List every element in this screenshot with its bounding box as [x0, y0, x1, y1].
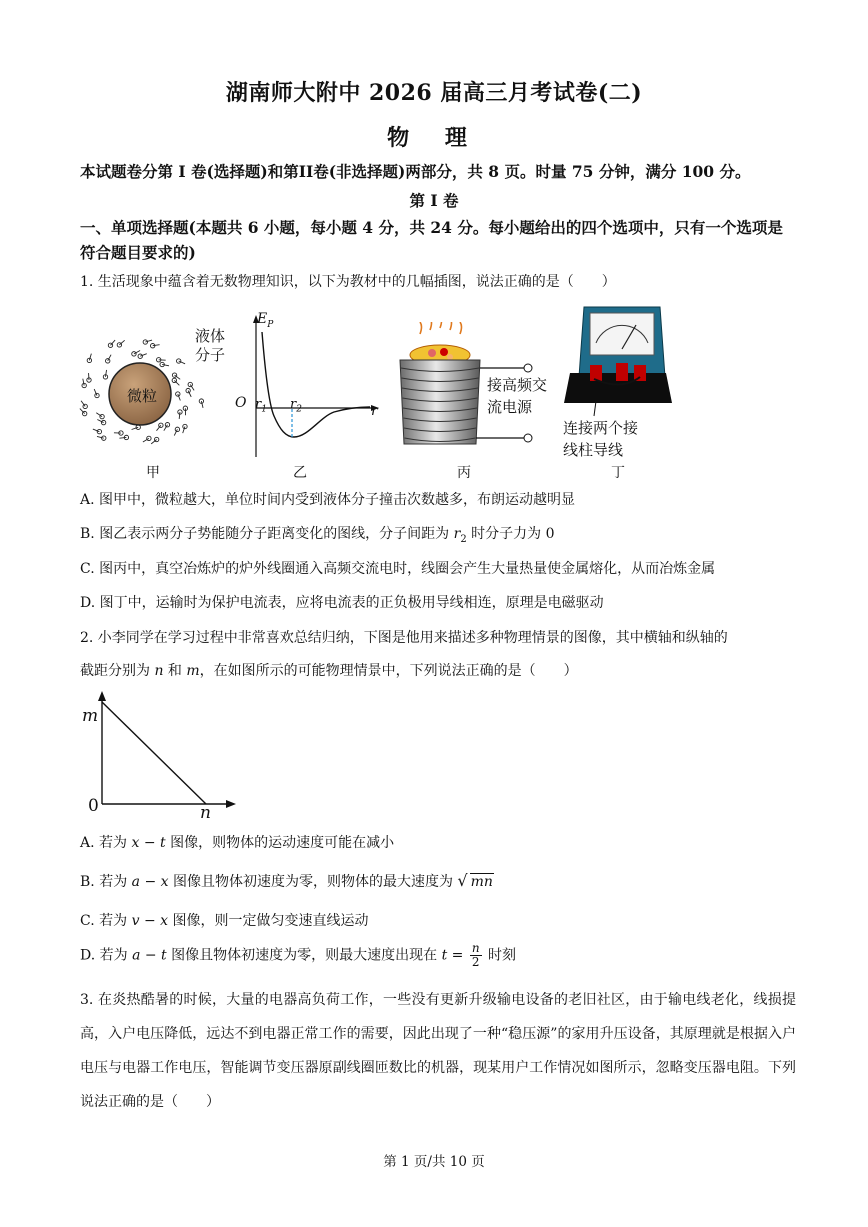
- liquid-molecule: [175, 427, 179, 431]
- fig-yi-caption: 乙: [293, 465, 307, 481]
- subject-title: 物 理: [387, 125, 481, 151]
- ep-axis-label: $E_P$: [257, 311, 274, 330]
- y-intercept-label: m: [82, 706, 99, 726]
- r2-label: $r_2$: [290, 397, 302, 415]
- origin-label: O: [235, 395, 247, 411]
- ammeter-illustration: [562, 303, 672, 418]
- fig-yi: [232, 312, 382, 462]
- r1-label: $r_1$: [255, 397, 267, 415]
- hf-label-1: 接高频交: [487, 376, 548, 394]
- section-heading: 一、单项选择题(本题共 6 小题，每小题 4 分，共 24 分。每小题给出的四个选项中，只有一个选项是符合题目要求的): [80, 218, 783, 262]
- particle-label: 微粒: [127, 387, 158, 405]
- q2-option-a: A. 若为 x − t 图像，则物体的运动速度可能在减小: [80, 835, 395, 851]
- intercept-graph: [78, 688, 248, 823]
- q1-option-b: B. 图乙表示两分子势能随分子距离变化的图线，分子间距为 $r_2$ 时分子力为 0: [80, 526, 555, 545]
- page-footer: 第 1 页/共 10 页: [383, 1154, 485, 1170]
- q2-stem-line1: 2. 小李同学在学习过程中非常喜欢总结归纳，下图是他用来描述多种物理情景的图像，其中横轴和纵轴的: [80, 630, 728, 646]
- q1-option-d: D. 图丁中，运输时为保护电流表，应将电流表的正负极用导线相连，原理是电磁驱动: [80, 595, 604, 611]
- graph-origin-label: 0: [88, 796, 99, 816]
- q1-stem: 1. 生活现象中蕴含着无数物理知识，以下为教材中的几幅插图，说法正确的是（ ）: [80, 274, 616, 290]
- exam-intro: 本试题卷分第 I 卷(选择题)和第II卷(非选择题)两部分，共 8 页。时量 75 分钟，满分 100 分。: [80, 162, 751, 181]
- r-axis-label: r: [371, 403, 378, 419]
- liquid-label-2: 分子: [195, 346, 226, 364]
- x-intercept-label: n: [200, 803, 211, 823]
- intercept-line: [102, 702, 206, 804]
- fig-jia-caption: 甲: [146, 465, 160, 481]
- fig-ding-caption: 丁: [611, 465, 625, 481]
- potential-energy-curve: [232, 312, 382, 462]
- liquid-label-1: 液体: [195, 327, 226, 345]
- liquid-molecule: [95, 393, 99, 397]
- q2-graph: [78, 688, 248, 823]
- y-axis-arrow: [98, 691, 106, 701]
- x-axis-arrow: [226, 800, 236, 808]
- ding-label-2: 线柱导线: [563, 441, 624, 459]
- liquid-molecule: [183, 424, 187, 428]
- q3-text: 3. 在炎热酷暑的时候，大量的电器高负荷工作，一些没有更新升级输电设备的老旧社区，由于输电线老化，线损提高，入户电压降低，远达不到电器正常工作的需要，因此出现了一种“稳压源”的家用升压设备，其原理就是根据入户电压与电器工作电压，智能调节变压器原副线圈匝数比的机器，现某用户工作情况如图所示，忽略变压器电阻。下列说法正确的是（ ）: [80, 992, 796, 1110]
- exam-title: 湖南师大附中 2026 届高三月考试卷(二): [225, 80, 643, 106]
- q2-option-b: B. 若为 a − x 图像且物体初速度为零，则物体的最大速度为 √ mn: [80, 871, 493, 890]
- fig-bing-caption: 丙: [457, 465, 471, 481]
- q2-option-c: C. 若为 v − x 图像，则一定做匀变速直线运动: [80, 913, 369, 929]
- ep-curve: [262, 332, 370, 437]
- volume-heading: 第 I 卷: [409, 191, 459, 210]
- q1-option-c: C. 图丙中，真空冶炼炉的炉外线圈通入高频交流电时，线圈会产生大量热量使金属熔化，从而冶炼金属: [80, 561, 716, 577]
- hf-label-2: 流电源: [487, 398, 533, 416]
- q2-stem-line2: 截距分别为 n 和 m，在如图所示的可能物理情景中，下列说法正确的是（ ）: [80, 663, 578, 679]
- fig-ding: [562, 303, 672, 418]
- q2-option-d: D. 若为 a − t 图像且物体初速度为零，则最大速度出现在 t = $\frac{n}{2}$ 时刻: [80, 941, 517, 969]
- liquid-molecule: [97, 429, 101, 433]
- ding-label-1: 连接两个接: [563, 419, 639, 437]
- q1-option-a: A. 图甲中，微粒越大，单位时间内受到液体分子撞击次数越多，布朗运动越明显: [80, 492, 576, 508]
